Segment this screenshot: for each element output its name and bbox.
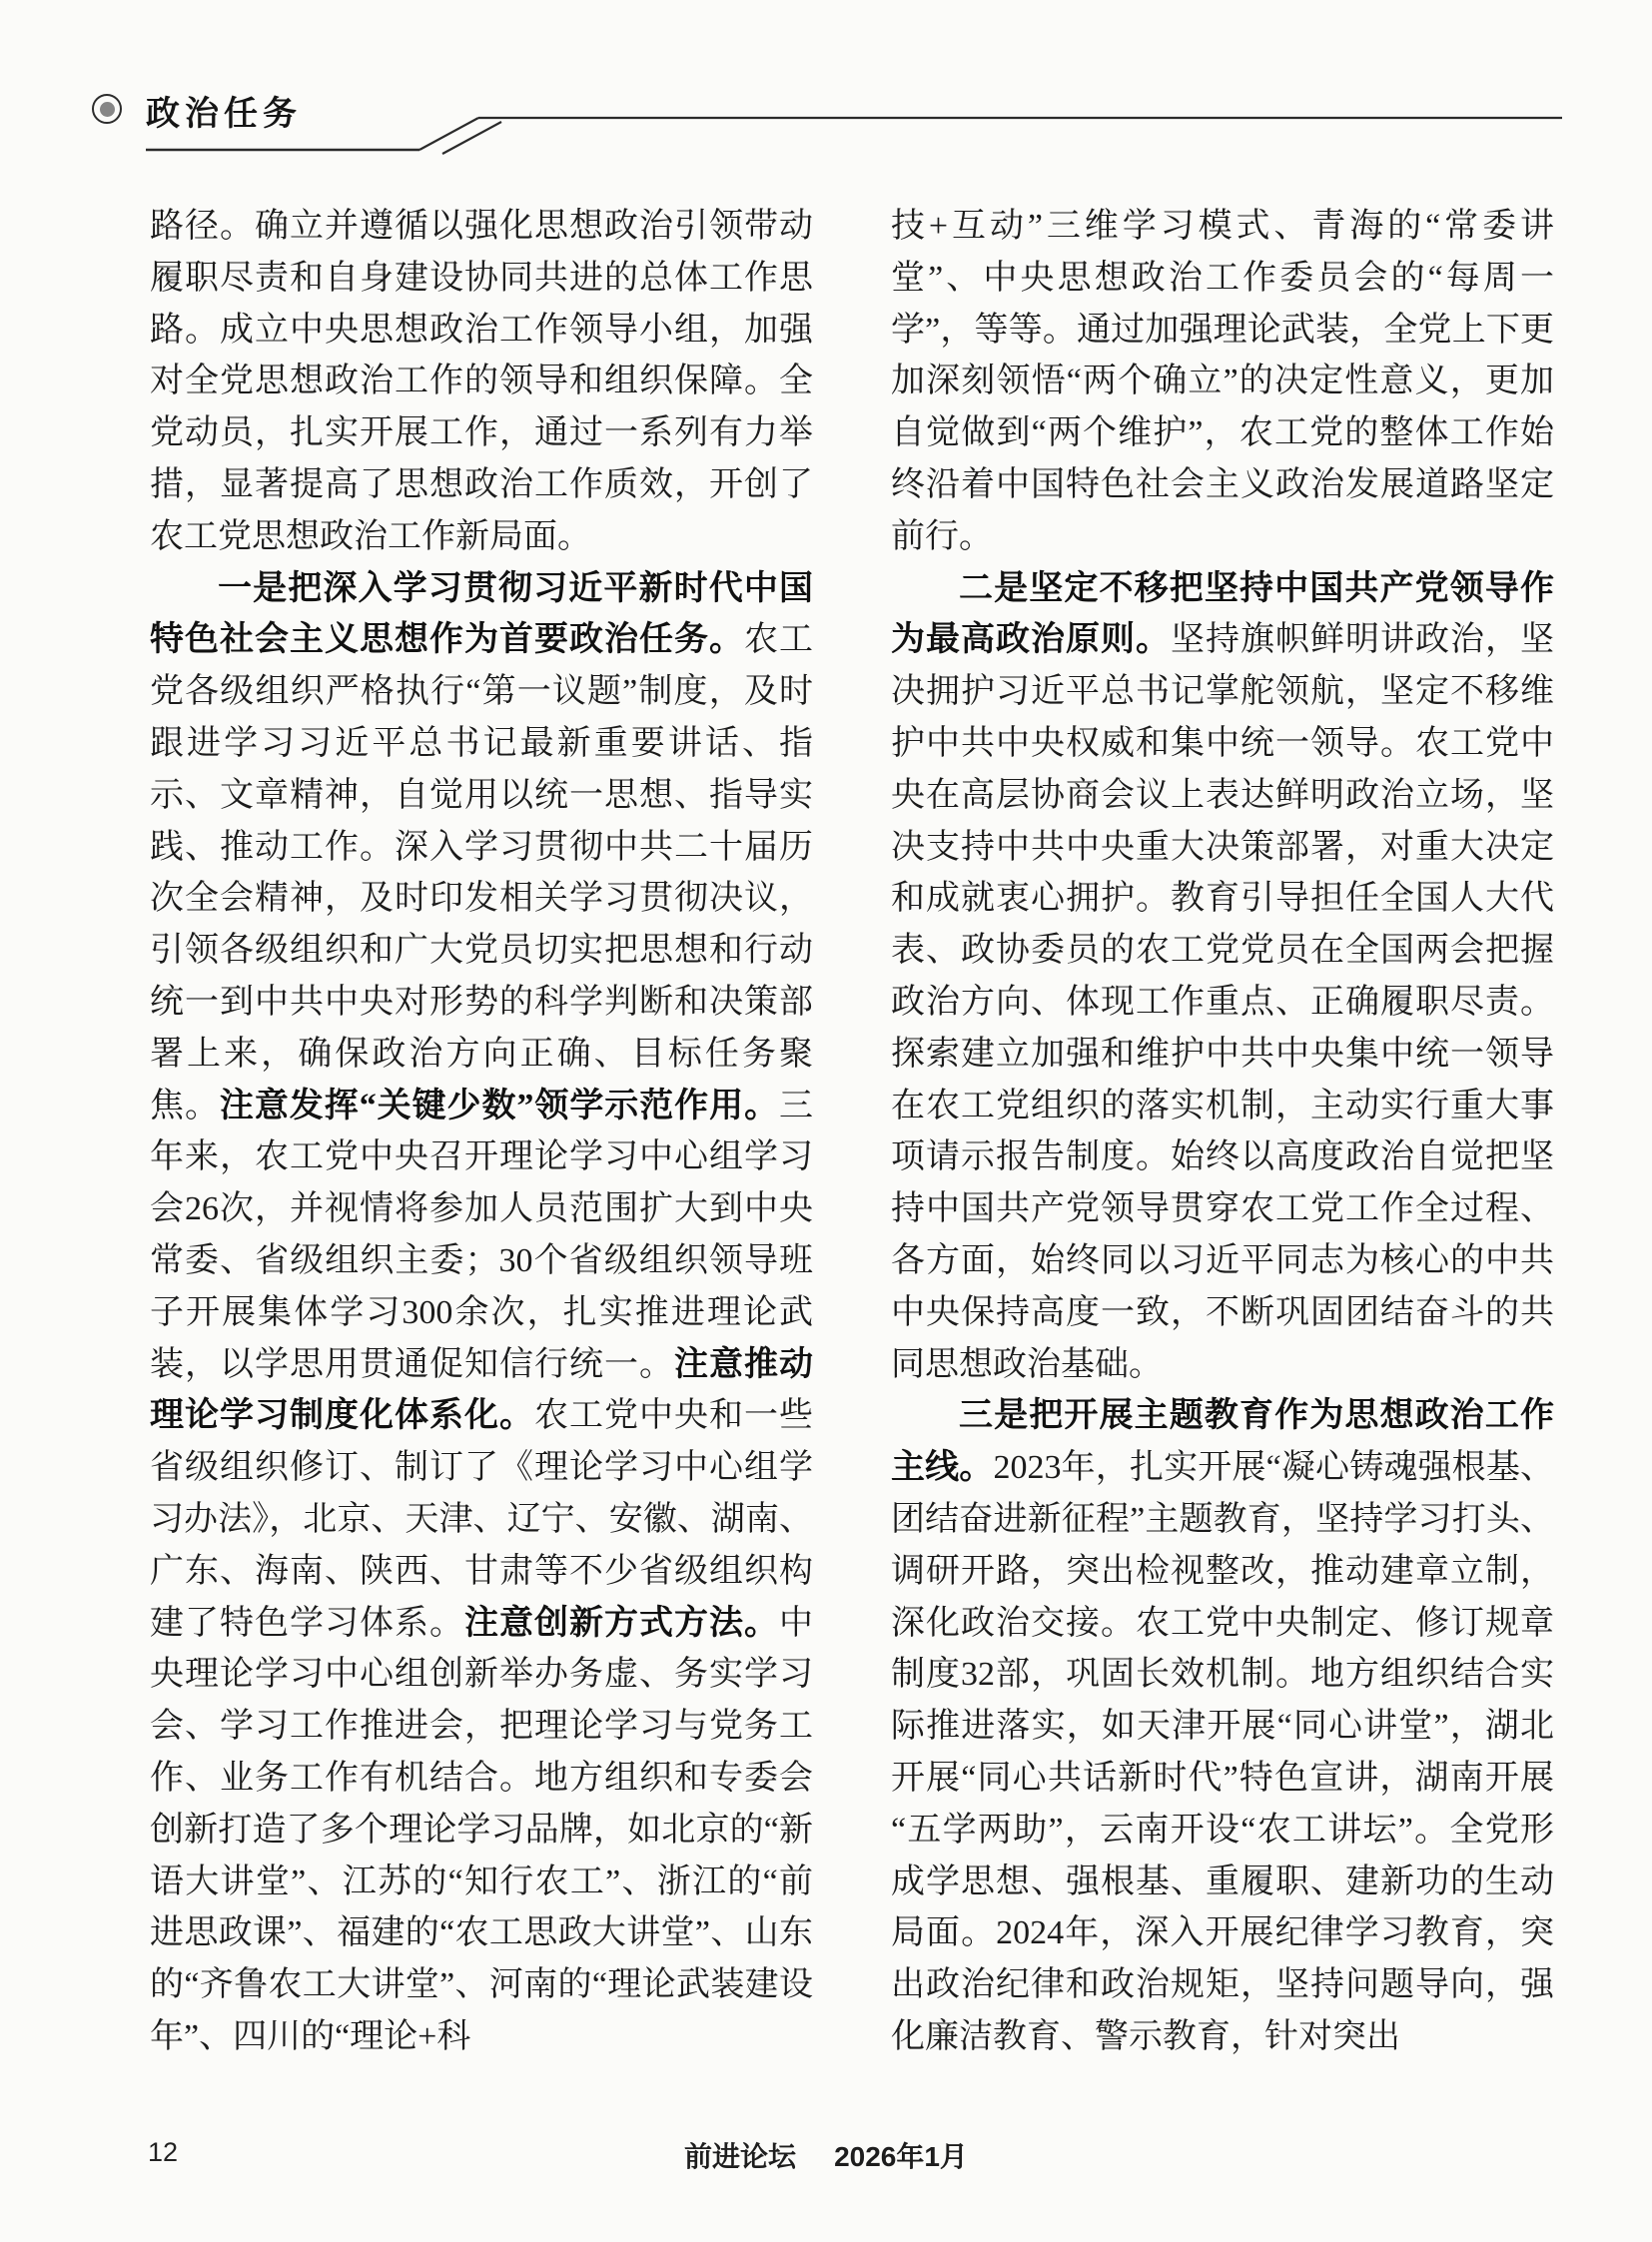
paragraph	[891, 1390, 1554, 2062]
body-text: 农工党中央和一些省级组织修订、制订了《理论学习中心组学习办法》，北京、天津、辽宁、安徽、湖南、广东、海南、陕西、甘肃等不少省级组织构建了特色学习体系。	[150, 1397, 813, 1642]
paragraph	[891, 201, 1554, 563]
body-text: 路径。确立并遵循以强化思想政治引领带动履职尽责和自身建设协同共进的总体工作思路。成立中央思想政治工作领导小组，加强对全党思想政治工作的领导和组织保障。全党动员，扎实开展工作，通过一系列有力举措，显著提高了思想政治工作质效，开创了农工党思想政治工作新局面。	[150, 208, 813, 555]
journal-name: 前进论坛	[684, 2141, 797, 2172]
footer-center	[0, 2135, 1652, 2175]
emphasis-text: 注意推动理论学习制度化体系化。	[150, 1345, 813, 1435]
paragraph	[150, 201, 813, 563]
body-text: 技+互动”三维学习模式、青海的“常委讲堂”、中央思想政治工作委员会的“每周一学”，等等。通过加强理论武装，全党上下更加深刻领悟“两个确立”的决定性意义，更加自觉做到“两个维护”，农工党的整体工作始终沿着中国特色社会主义政治发展道路坚定前行。	[891, 208, 1554, 555]
section-title: 政治任务	[146, 95, 302, 133]
right-text-column	[891, 201, 1554, 2063]
page-number: 12	[148, 2137, 179, 2167]
paragraph	[891, 563, 1554, 1391]
emphasis-text: 二是坚定不移把坚持中国共产党领导作为最高政治原则。	[891, 569, 1554, 659]
body-text: 三年来，农工党中央召开理论学习中心组学习会26次，并视情将参加人员范围扩大到中央常委、省级组织主委；30个省级组织领导班子开展集体学习300余次，扎实推进理论武装，以学思用贯通促知信行统一。	[150, 1087, 814, 1383]
body-text: 坚持旗帜鲜明讲政治，坚决拥护习近平总书记掌舵领航，坚定不移维护中共中央权威和集中统一领导。农工党中央在高层协商会议上表达鲜明政治立场，坚决支持中共中央重大决策部署，对重大决定和成就衷心拥护。教育引导担任全国人大代表、政协委员的农工党党员在全国两会把握政治方向、体现工作重点、正确履职尽责。探索建立加强和维护中共中央集中统一领导在农工党组织的落实机制，主动实行重大事项请示报告制度。始终以高度政治自觉把坚持中国共产党领导贯穿农工党工作全过程、各方面，始终同以习近平同志为核心的中共中央保持高度一致，不断巩固团结奋斗的共同思想政治基础。	[891, 621, 1554, 1383]
issue-date: 2026年1月	[834, 2141, 968, 2172]
emphasis-text: 三是把开展主题教育作为思想政治工作主线。	[891, 1397, 1554, 1487]
body-text: 中央理论学习中心组创新举办务虚、务实学习会、学习工作推进会，把理论学习与党务工作、业务工作有机结合。地方组织和专委会创新打造了多个理论学习品牌，如北京的“新语大讲堂”、江苏的“知行农工”、浙江的“前进思政课”、福建的“农工思政大讲堂”、山东的“齐鲁农工大讲堂”、河南的“理论武装建设年”、四川的“理论+科	[150, 1604, 813, 2055]
emphasis-text: 注意创新方式方法。	[464, 1604, 779, 1642]
header-rule-decoration	[0, 0, 1652, 200]
emphasis-text: 注意发挥“关键少数”领学示范作用。	[219, 1087, 780, 1124]
body-text: 2023年，扎实开展“凝心铸魂强根基、团结奋进新征程”主题教育，坚持学习打头、调研开路，突出检视整改，推动建章立制，深化政治交接。农工党中央制定、修订规章制度32部，巩固长效机制。地方组织结合实际推进落实，如天津开展“同心讲堂”，湖北开展“同心共话新时代”特色宣讲，湖南开展“五学两助”，云南开设“农工讲坛”。全党形成学思想、强根基、重履职、建新功的生动局面。2024年，深入开展纪律学习教育，突出政治纪律和政治规矩，坚持问题导向，强化廉洁教育、警示教育，针对突出	[891, 1449, 1554, 2055]
emphasis-text: 一是把深入学习贯彻习近平新时代中国特色社会主义思想作为首要政治任务。	[150, 569, 813, 659]
left-text-column	[150, 201, 813, 2063]
paragraph	[150, 563, 813, 2063]
body-text: 农工党各级组织严格执行“第一议题”制度，及时跟进学习习近平总书记最新重要讲话、指示、文章精神，自觉用以统一思想、指导实践、推动工作。深入学习贯彻中共二十届历次全会精神，及时印发相关学习贯彻决议，引领各级组织和广大党员切实把思想和行动统一到中共中央对形势的科学判断和决策部署上来，确保政治方向正确、目标任务聚焦。	[150, 621, 813, 1124]
